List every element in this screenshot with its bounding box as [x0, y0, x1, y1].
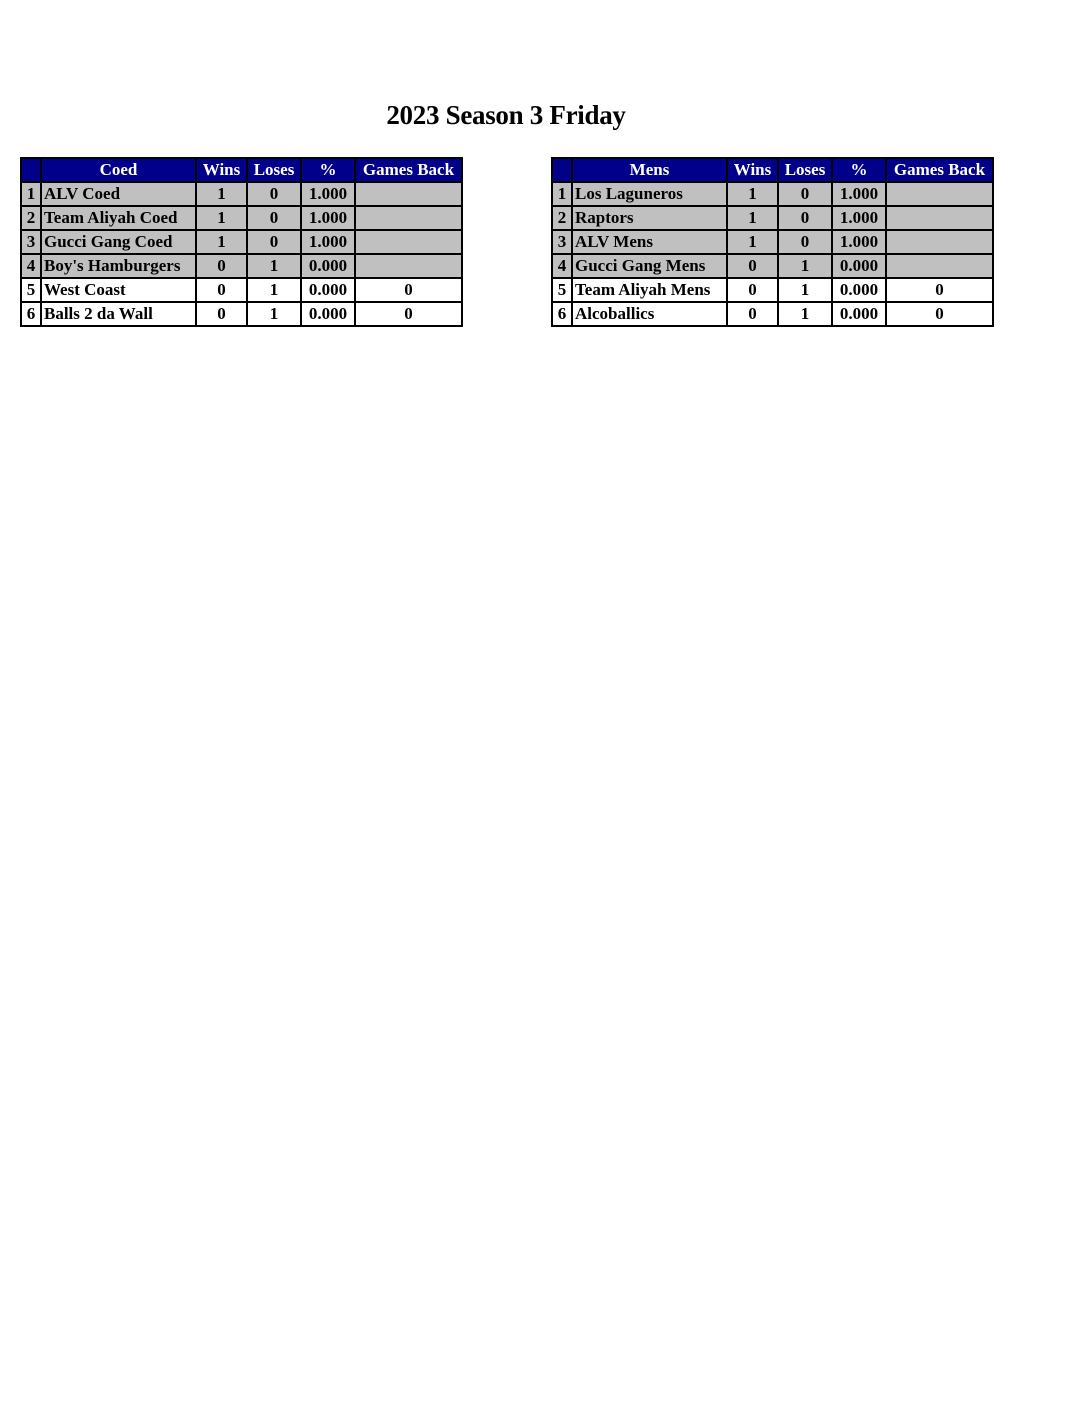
- percent-cell: 1.000: [832, 182, 886, 206]
- loses-cell: 0: [247, 206, 301, 230]
- percent-cell: 1.000: [301, 182, 355, 206]
- wins-cell: 0: [196, 302, 247, 326]
- wins-cell: 1: [196, 230, 247, 254]
- table-row: [552, 278, 993, 302]
- loses-cell: 0: [778, 182, 832, 206]
- rank-cell: 4: [552, 254, 572, 278]
- loses-cell: 0: [247, 182, 301, 206]
- table-header-row: [21, 158, 462, 182]
- games-back-cell: [355, 230, 462, 254]
- rank-cell: 5: [21, 278, 41, 302]
- loses-cell: 0: [778, 206, 832, 230]
- wins-cell: 1: [196, 182, 247, 206]
- coed-standings-table: [20, 157, 463, 327]
- rank-cell: 6: [552, 302, 572, 326]
- games-back-cell: 0: [886, 278, 993, 302]
- games-back-cell: 0: [886, 302, 993, 326]
- team-cell: ALV Mens: [572, 230, 727, 254]
- team-cell: Alcoballics: [572, 302, 727, 326]
- percent-cell: 0.000: [301, 302, 355, 326]
- percent-header: %: [301, 158, 355, 182]
- table-row: [21, 278, 462, 302]
- loses-header: Loses: [778, 158, 832, 182]
- rank-cell: 6: [21, 302, 41, 326]
- mens-standings-table: [551, 157, 994, 327]
- table-row: [21, 206, 462, 230]
- loses-cell: 0: [778, 230, 832, 254]
- team-cell: Gucci Gang Coed: [41, 230, 196, 254]
- percent-cell: 0.000: [301, 278, 355, 302]
- rank-cell: 1: [552, 182, 572, 206]
- percent-cell: 0.000: [301, 254, 355, 278]
- loses-cell: 1: [247, 278, 301, 302]
- team-cell: Boy's Hamburgers: [41, 254, 196, 278]
- percent-cell: 0.000: [832, 278, 886, 302]
- rank-cell: 4: [21, 254, 41, 278]
- loses-cell: 1: [247, 302, 301, 326]
- games-back-cell: [886, 254, 993, 278]
- team-cell: Team Aliyah Mens: [572, 278, 727, 302]
- loses-cell: 1: [778, 278, 832, 302]
- games-back-cell: [355, 182, 462, 206]
- percent-cell: 0.000: [832, 302, 886, 326]
- loses-cell: 1: [247, 254, 301, 278]
- team-cell: Gucci Gang Mens: [572, 254, 727, 278]
- wins-cell: 0: [196, 254, 247, 278]
- rank-header: [552, 158, 572, 182]
- table-row: [21, 302, 462, 326]
- rank-cell: 2: [552, 206, 572, 230]
- games-back-cell: [886, 206, 993, 230]
- percent-header: %: [832, 158, 886, 182]
- rank-cell: 2: [21, 206, 41, 230]
- table-row: [552, 302, 993, 326]
- table-row: [552, 230, 993, 254]
- division-header: Coed: [41, 158, 196, 182]
- wins-header: Wins: [196, 158, 247, 182]
- page-title: 2023 Season 3 Friday: [386, 100, 626, 130]
- wins-cell: 1: [727, 206, 778, 230]
- wins-cell: 1: [727, 182, 778, 206]
- percent-cell: 1.000: [301, 230, 355, 254]
- percent-cell: 1.000: [301, 206, 355, 230]
- wins-header: Wins: [727, 158, 778, 182]
- team-cell: Raptors: [572, 206, 727, 230]
- games-back-cell: [886, 230, 993, 254]
- games-back-cell: [886, 182, 993, 206]
- team-cell: Team Aliyah Coed: [41, 206, 196, 230]
- rank-cell: 1: [21, 182, 41, 206]
- wins-cell: 0: [196, 278, 247, 302]
- table-row: [21, 254, 462, 278]
- wins-cell: 0: [727, 278, 778, 302]
- percent-cell: 0.000: [832, 254, 886, 278]
- games-back-cell: 0: [355, 278, 462, 302]
- table-row: [552, 254, 993, 278]
- percent-cell: 1.000: [832, 230, 886, 254]
- wins-cell: 1: [727, 230, 778, 254]
- team-cell: ALV Coed: [41, 182, 196, 206]
- team-cell: Los Laguneros: [572, 182, 727, 206]
- percent-cell: 1.000: [832, 206, 886, 230]
- table-row: [552, 182, 993, 206]
- table-row: [21, 182, 462, 206]
- loses-cell: 0: [247, 230, 301, 254]
- table-row: [552, 206, 993, 230]
- wins-cell: 1: [196, 206, 247, 230]
- wins-cell: 0: [727, 302, 778, 326]
- team-cell: West Coast: [41, 278, 196, 302]
- team-cell: Balls 2 da Wall: [41, 302, 196, 326]
- loses-cell: 1: [778, 254, 832, 278]
- games-back-cell: [355, 254, 462, 278]
- table-row: [21, 230, 462, 254]
- table-header-row: [552, 158, 993, 182]
- wins-cell: 0: [727, 254, 778, 278]
- loses-header: Loses: [247, 158, 301, 182]
- rank-cell: 3: [21, 230, 41, 254]
- games-back-cell: [355, 206, 462, 230]
- rank-cell: 3: [552, 230, 572, 254]
- division-header: Mens: [572, 158, 727, 182]
- loses-cell: 1: [778, 302, 832, 326]
- rank-header: [21, 158, 41, 182]
- games-back-header: Games Back: [355, 158, 462, 182]
- games-back-header: Games Back: [886, 158, 993, 182]
- rank-cell: 5: [552, 278, 572, 302]
- games-back-cell: 0: [355, 302, 462, 326]
